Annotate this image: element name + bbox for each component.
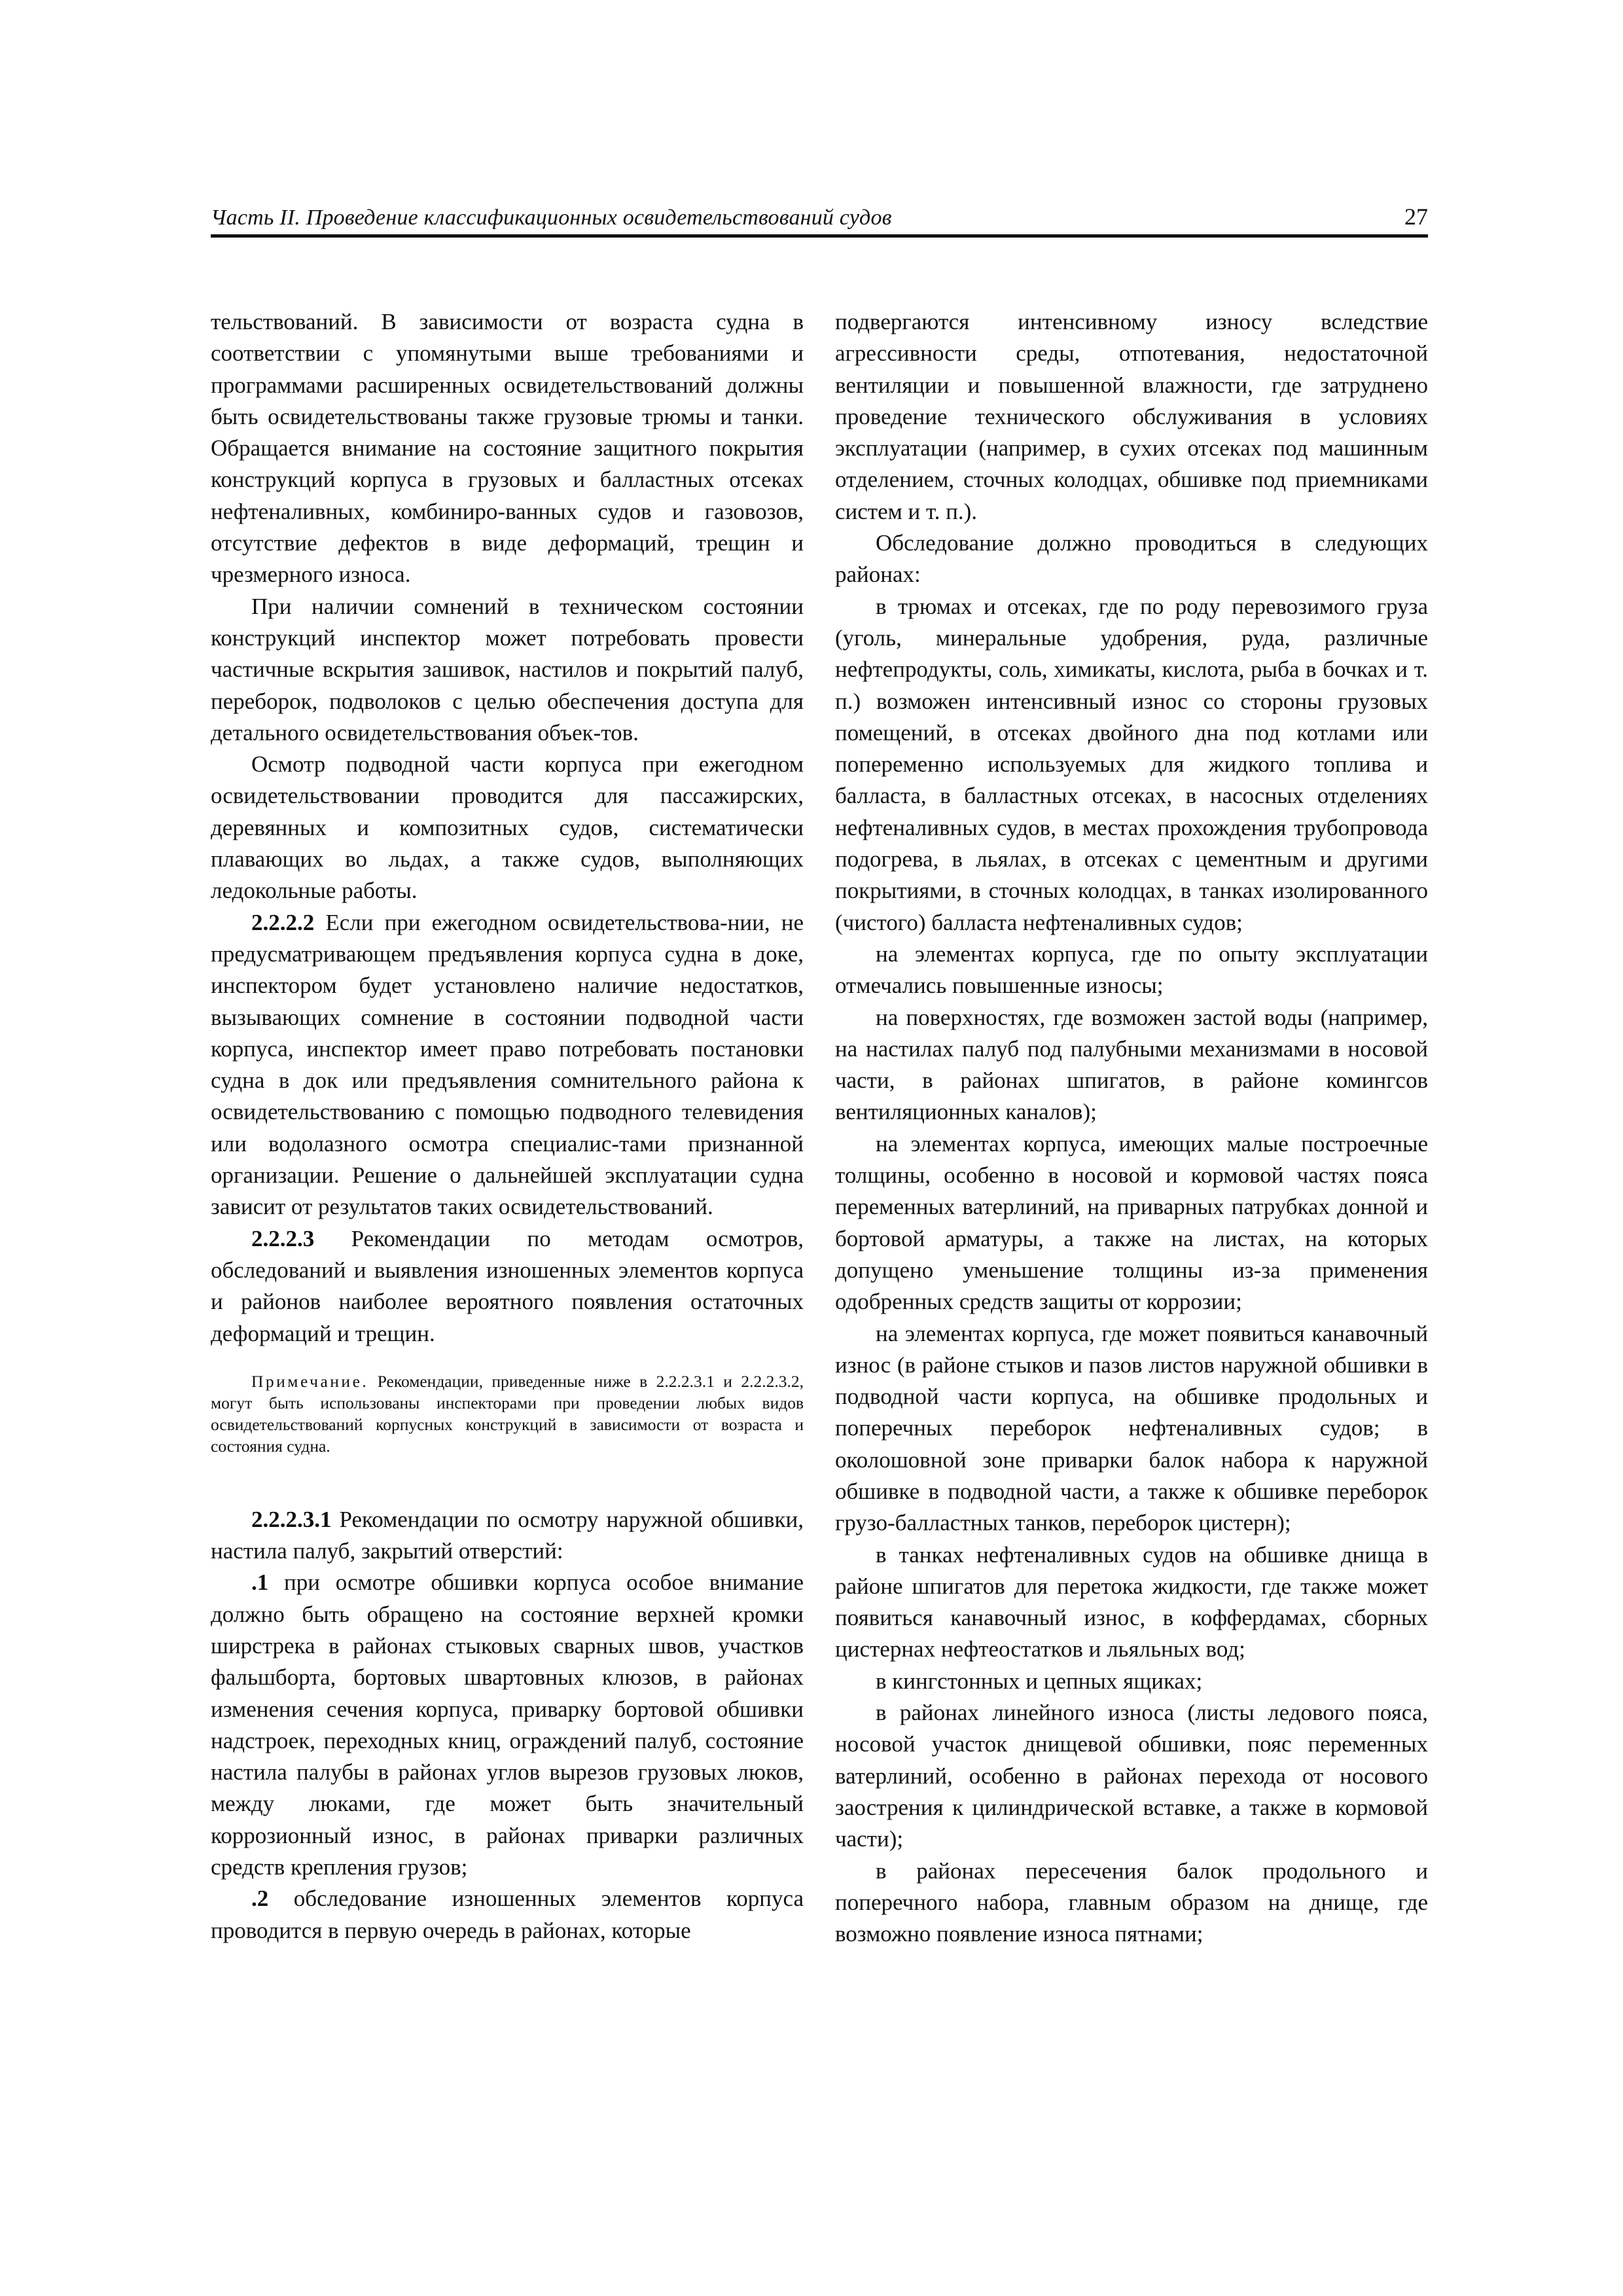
note (211, 1371, 804, 1457)
item-number: .1 (251, 1570, 269, 1596)
page-number: 27 (1404, 204, 1428, 230)
note-label: Примечание. (251, 1371, 369, 1391)
clause-number: 2.2.2.3.1 (251, 1506, 332, 1532)
running-title: Часть II. Проведение классификационных освидетельствований судов (211, 206, 892, 230)
item-text: при осмотре обшивки корпуса особое внимание должно быть обращено на состояние верхней кромки ширстрека в районах стыковых сварных швов, участков фальшборта, бортовых швартовных клюзов, в районах изменения сечения корпуса, приварку бортовой обшивки надстроек, переходных книц, ограждений палуб, состояние настила палубы в районах углов вырезов грузовых люков, между люками, где может быть значительный коррозионный износ, в районах приварки различных средств крепления грузов; (211, 1570, 804, 1880)
list-item-2 (211, 1883, 804, 1946)
paragraph: в кингстонных и цепных ящиках; (876, 1668, 1203, 1694)
paragraph: на элементах корпуса, где по опыту эксплуатации отмечались повышенные износы; (835, 941, 1428, 999)
paragraph: При наличии сомнений в техническом состоянии конструкций инспектор может потребовать провести частичные вскрытия зашивок, настилов и покрытий палуб, переборок, подволоков с целью обеспечения доступа для детального освидетельствования объек-тов. (211, 593, 804, 745)
clause-2-2-2-3 (211, 1223, 804, 1350)
paragraph: Осмотр подводной части корпуса при ежегодном освидетельствовании проводится для пассажирских, деревянных и композитных судов, систематически плавающих во льдах, а также судов, выполняющих ледокольные работы. (211, 751, 804, 904)
item-number: .2 (251, 1886, 269, 1912)
paragraph: в трюмах и отсеках, где по роду перевозимого груза (уголь, минеральные удобрения, руда, различные нефтепродукты, соль, химикаты, кислота, рыба в бочках и т. п.) возможен интенсивный износ со стороны грузовых помещений, в отсеках двойного дна под котлами или попеременно используемых для жидкого топлива и балласта, в балластных отсеках, в насосных отделениях нефтеналивных судов, в местах прохождения трубопровода подогрева, в льялах, в отсеках с цементным и другими покрытиями, в сточных колодцах, в танках изолированного (чистого) балласта нефтеналивных судов; (835, 593, 1428, 935)
item-text: обследование изношенных элементов корпуса проводится в первую очередь в районах, которые (211, 1886, 804, 1943)
paragraph: на поверхностях, где возможен застой воды (например, на настилах палуб под палубными механизмами в носовой части, в районах шпигатов, в районе комингсов вентиляционных каналов); (835, 1004, 1428, 1125)
right-column (835, 306, 1428, 1950)
clause-2-2-2-3-1 (211, 1504, 804, 1568)
clause-2-2-2-2 (211, 907, 804, 1223)
clause-text: Если при ежегодном освидетельствова-нии, не предусматривающем предъявления корпуса судна в доке, инспектором будет установлено наличие недостатков, вызывающих сомнение в состоянии подводной части корпуса, инспектор имеет право потребовать постановки судна в док или предъявления сомнительного района к освидетельствованию с помощью подводного телевидения или водолазного осмотра специалис-тами признанной организации. Решение о дальнейшей эксплуатации судна зависит от результатов таких освидетельствований. (211, 909, 804, 1220)
clause-text: Рекомендации по осмотру наружной обшивки, настила палуб, закрытий отверстий: (211, 1506, 804, 1564)
note-text: Рекомендации, приведенные ниже в 2.2.2.3.1 и 2.2.2.3.2, могут быть использованы инспекторами при проведении любых видов освидетельствований корпусных конструкций в зависимости от возраста и состояния судна. (211, 1371, 804, 1456)
paragraph: на элементах корпуса, имеющих малые построечные толщины, особенно в носовой и кормовой частях пояса переменных ватерлиний, на приварных патрубках донной и бортовой арматуры, а также на листах, на которых допущено уменьшение толщины из-за применения одобренных средств защиты от коррозии; (835, 1130, 1428, 1315)
paragraph: на элементах корпуса, где может появиться канавочный износ (в районе стыков и пазов листов наружной обшивки в подводной части корпуса, на обшивке продольных и поперечных переборок нефтеналивных судов; в околошовной зоне приварки балок набора к наружной обшивке в подводной части, а также к обшивке переборок грузо-балластных танков, переборок цистерн); (835, 1320, 1428, 1536)
paragraph: в танках нефтеналивных судов на обшивке днища в районе шпигатов для перетока жидкости, где также может появиться канавочный износ, в коффердамах, сборных цистернах нефтеостатков и льяльных вод; (835, 1541, 1428, 1662)
paragraph: Обследование должно проводиться в следующих районах: (835, 530, 1428, 588)
paragraph: тельствований. В зависимости от возраста судна в соответствии с упомянутыми выше требованиями и программами расширенных освидетельствований должны быть освидетельствованы также грузовые трюмы и танки. Обращается внимание на состояние защитного покрытия конструкций корпуса в грузовых и балластных отсеках нефтеналивных, комбиниро-ванных судов и газовозов, отсутствие дефектов в виде деформаций, трещин и чрезмерного износа. (211, 309, 804, 588)
left-column (211, 306, 804, 1946)
clause-number: 2.2.2.3 (251, 1225, 315, 1251)
clause-number: 2.2.2.2 (251, 909, 315, 935)
paragraph: подвергаются интенсивному износу вследствие агрессивности среды, отпотевания, недостаточной вентиляции и повышенной влажности, где затруднено проведение технического обслуживания в условиях эксплуатации (например, в сухих отсеках под машинным отделением, сточных колодцах, обшивке под приемниками систем и т. п.). (835, 309, 1428, 524)
paragraph: в районах линейного износа (листы ледового пояса, носовой участок днищевой обшивки, пояс переменных ватерлиний, особенно в районах перехода от носового заострения к цилиндрической вставке, а также в кормовой части); (835, 1700, 1428, 1852)
clause-text: Рекомендации по методам осмотров, обследований и выявления изношенных элементов корпуса и районов наиболее вероятного появления остаточных деформаций и трещин. (211, 1225, 804, 1346)
paragraph: в районах пересечения балок продольного и поперечного набора, главным образом на днище, где возможно появление износа пятнами; (835, 1857, 1428, 1947)
list-item-1 (211, 1567, 804, 1883)
page-header (211, 196, 1428, 238)
